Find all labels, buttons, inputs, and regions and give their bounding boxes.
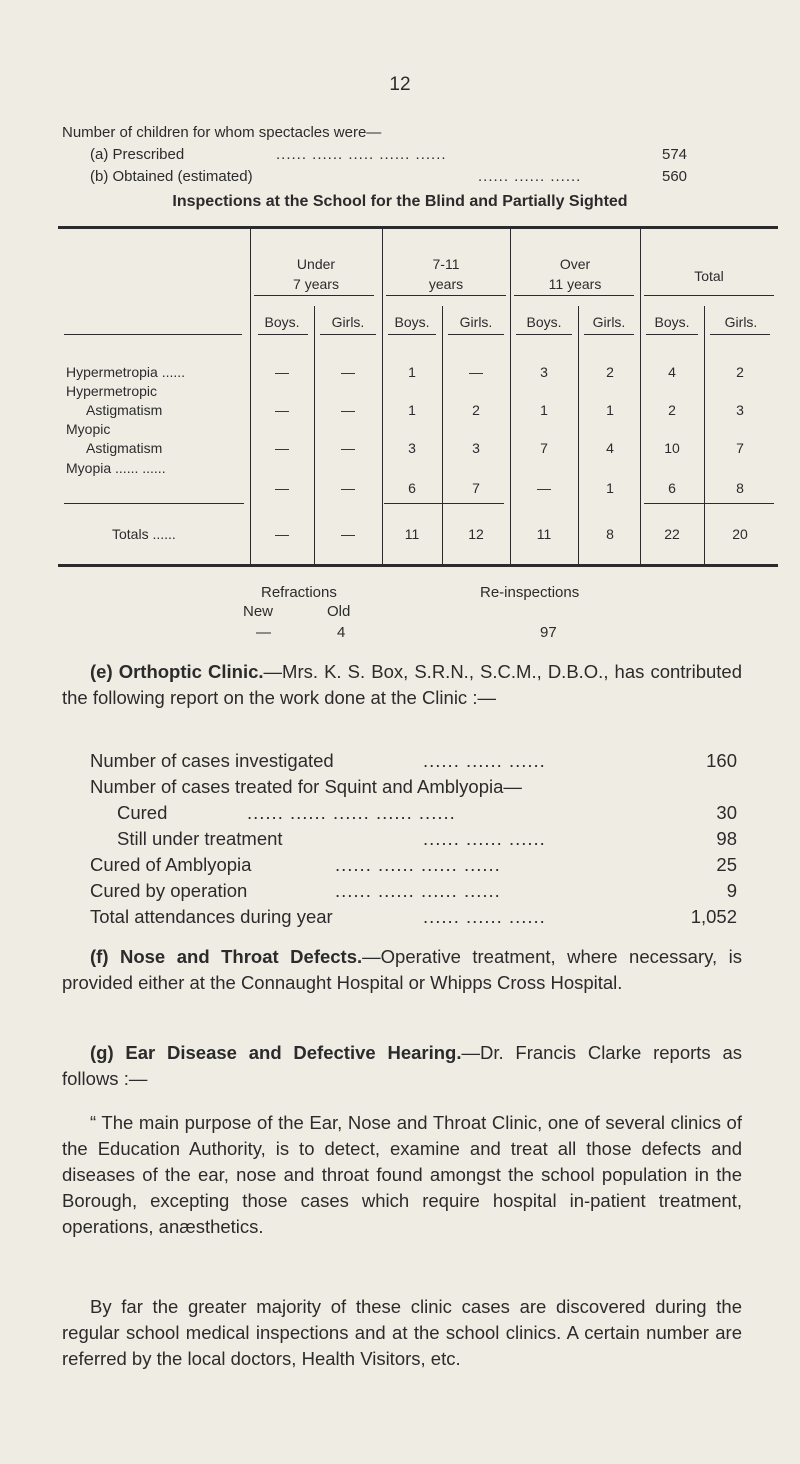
ear-second-paragraph: By far the greater majority of these clinic cases are discovered during the regular school medical inspections and at the school clinics. A certain number are referred by the local doctors, Health Visitors, etc.: [62, 1296, 742, 1369]
table-cell: 2: [472, 402, 480, 418]
list-label: Cured: [117, 802, 168, 823]
list-dots: ...... ...... ......: [423, 906, 546, 927]
table-cell: 1: [408, 364, 416, 380]
list-dots: ...... ...... ...... ......: [335, 880, 501, 901]
page-number: 12: [389, 74, 411, 95]
table-cell: 3: [408, 440, 416, 456]
group-header-line: Total: [694, 268, 724, 284]
totals-separator: [644, 503, 774, 504]
list-dots: ...... ...... ......: [423, 828, 546, 849]
table-cell: 1: [540, 402, 548, 418]
table-cell: —: [341, 440, 355, 456]
totals-separator: [384, 503, 504, 504]
group-header-line: 7-11: [432, 256, 460, 272]
row-label-totals: Totals ......: [112, 526, 176, 542]
inspections-table: [58, 226, 778, 568]
prescribed-label: (a) Prescribed: [90, 146, 185, 163]
nose-throat-paragraph: [62, 944, 742, 996]
table-total-cell: 20: [732, 526, 748, 542]
table-cell: 8: [736, 480, 744, 496]
orthoptic-text: —Mrs. K. S. Box, S.R.N., S.C.M., D.B.O., has contributed the following report on the work done at the Clinic :—: [62, 661, 743, 708]
subheader-boys: Boys.: [654, 314, 690, 330]
orthoptic-paragraph: [62, 659, 742, 711]
list-label: Total attendances during year: [90, 906, 333, 927]
nose-throat-text: —Operative treatment, where necessary, is provided either at the Connaught Hospital or Whipps Cross Hospital.: [62, 946, 742, 993]
table-total-cell: —: [341, 526, 355, 542]
table-cell: 2: [606, 364, 614, 380]
row-label-hypermetropic: Hypermetropic: [66, 383, 158, 399]
table-cell: —: [275, 364, 289, 380]
row-label-myopic: Myopic: [66, 421, 111, 437]
table-cell: —: [537, 480, 551, 496]
table-bottom-rule: [58, 564, 778, 567]
col-divider: [314, 306, 315, 564]
ear-heading: (g) Ear Disease and Defective Hearing.: [90, 1042, 462, 1063]
subheader-underline: [448, 334, 504, 335]
totals-separator: [64, 503, 244, 504]
table-total-cell: 11: [404, 526, 420, 542]
list-value: 30: [716, 802, 737, 823]
list-label: Cured by operation: [90, 880, 248, 901]
table-total-cell: 8: [606, 526, 614, 542]
group-header-line: Under: [296, 256, 336, 272]
list-label: Number of cases treated for Squint and Amblyopia—: [90, 776, 522, 797]
row-label-hypermetropic-sub: Astigmatism: [86, 402, 163, 418]
orthoptic-heading: (e) Orthoptic Clinic.: [90, 661, 264, 682]
table-top-rule: [58, 226, 778, 229]
table-cell: 1: [408, 402, 416, 418]
group-header-line: Over: [559, 256, 591, 272]
subheader-underline: [646, 334, 698, 335]
row-label-myopia: Myopia ...... ......: [66, 460, 166, 476]
subheader-underline: [516, 334, 572, 335]
table-cell: 1: [606, 480, 614, 496]
subheader-girls: Girls.: [459, 314, 493, 330]
list-label: Number of cases investigated: [90, 750, 334, 771]
group-header-line: years: [428, 276, 464, 292]
list-label: Cured of Amblyopia: [90, 854, 252, 875]
table-cell: 4: [668, 364, 676, 380]
col-divider: [442, 306, 443, 564]
refractions-old-label: Old: [327, 603, 351, 620]
list-value: 25: [716, 854, 737, 875]
table-cell: 1: [606, 402, 614, 418]
subheader-underline: [388, 334, 436, 335]
table-cell: —: [341, 364, 355, 380]
table-total-cell: 12: [468, 526, 484, 542]
obtained-value: 560: [662, 168, 688, 185]
table-cell: 4: [606, 440, 614, 456]
group-header-line: 7 years: [293, 276, 339, 292]
table-cell: —: [341, 480, 355, 496]
subheader-boys: Boys.: [394, 314, 430, 330]
table-cell: —: [341, 402, 355, 418]
subheader-girls: Girls.: [331, 314, 365, 330]
subheader-boys: Boys.: [526, 314, 562, 330]
table-title: Inspections at the School for the Blind and Partially Sighted: [172, 193, 628, 210]
group-header-7-11: [382, 254, 510, 294]
group-underline: [386, 295, 506, 296]
row-label-hypermetropia: Hypermetropia ......: [66, 364, 186, 380]
refractions-label: Refractions: [261, 584, 337, 601]
row-label-myopic-sub: Astigmatism: [86, 440, 163, 456]
table-total-cell: 22: [664, 526, 680, 542]
group-header-under-7: [250, 254, 382, 294]
table-cell: 6: [408, 480, 416, 496]
table-total-cell: 11: [536, 526, 552, 542]
subheader-girls: Girls.: [724, 314, 758, 330]
refractions-old-value: 4: [337, 624, 346, 641]
ear-paragraph: [62, 1040, 742, 1092]
table-cell: —: [275, 402, 289, 418]
subheader-underline: [710, 334, 770, 335]
table-total-cell: —: [275, 526, 289, 542]
group-header-total: [640, 266, 778, 286]
table-cell: 6: [668, 480, 676, 496]
list-value: 9: [726, 880, 737, 901]
table-cell: 3: [736, 402, 744, 418]
list-dots: ...... ...... ...... ...... ......: [247, 802, 456, 823]
table-cell: —: [275, 440, 289, 456]
table-cell: 7: [472, 480, 480, 496]
table-cell: 3: [472, 440, 480, 456]
subheader-underline: [320, 334, 376, 335]
list-dots: ...... ...... ...... ......: [335, 854, 501, 875]
table-cell: 7: [736, 440, 744, 456]
list-value: 160: [706, 750, 737, 771]
subheader-underline: [64, 334, 242, 335]
nose-throat-heading: (f) Nose and Throat Defects.: [90, 946, 363, 967]
refractions-new-label: New: [243, 603, 274, 620]
table-cell: 2: [668, 402, 676, 418]
subheader-underline: [258, 334, 308, 335]
list-value: 98: [716, 828, 737, 849]
table-cell: 10: [664, 440, 680, 456]
refractions-new-value: —: [256, 624, 271, 641]
subheader-boys: Boys.: [264, 314, 300, 330]
col-divider: [704, 306, 705, 564]
list-label: Still under treatment: [117, 828, 283, 849]
table-cell: 7: [540, 440, 548, 456]
subheader-underline: [584, 334, 634, 335]
list-dots: ...... ...... ......: [423, 750, 546, 771]
list-value: 1,052: [690, 906, 737, 927]
table-cell: —: [469, 364, 483, 380]
group-header-line: 11 years: [548, 276, 602, 292]
table-cell: —: [275, 480, 289, 496]
prescribed-dots: ...... ...... ..... ...... ......: [276, 146, 447, 163]
table-cell: 3: [540, 364, 548, 380]
col-divider: [578, 306, 579, 564]
obtained-dots: ...... ...... ......: [478, 168, 582, 185]
group-header-over-11: [510, 254, 640, 294]
group-underline: [644, 295, 774, 296]
obtained-label: (b) Obtained (estimated): [90, 168, 253, 185]
spectacles-heading: Number of children for whom spectacles were—: [62, 124, 382, 141]
ear-quote-paragraph: “ The main purpose of the Ear, Nose and Throat Clinic, one of several clinics of the Education Authority, is to detect, examine and treat all those defects and diseases of the ear, nose and throat found amongst the school population in the Borough, excepting those cases which require hospital in-patient treatment, operations, anæsthetics.: [62, 1112, 742, 1237]
group-underline: [254, 295, 374, 296]
ear-text: —Dr. Francis Clarke reports as follows :—: [62, 1042, 742, 1089]
subheader-girls: Girls.: [592, 314, 626, 330]
reinspections-value: 97: [540, 624, 557, 641]
table-cell: 2: [736, 364, 744, 380]
group-underline: [514, 295, 634, 296]
prescribed-value: 574: [662, 146, 688, 163]
reinspections-label: Re-inspections: [480, 584, 580, 601]
